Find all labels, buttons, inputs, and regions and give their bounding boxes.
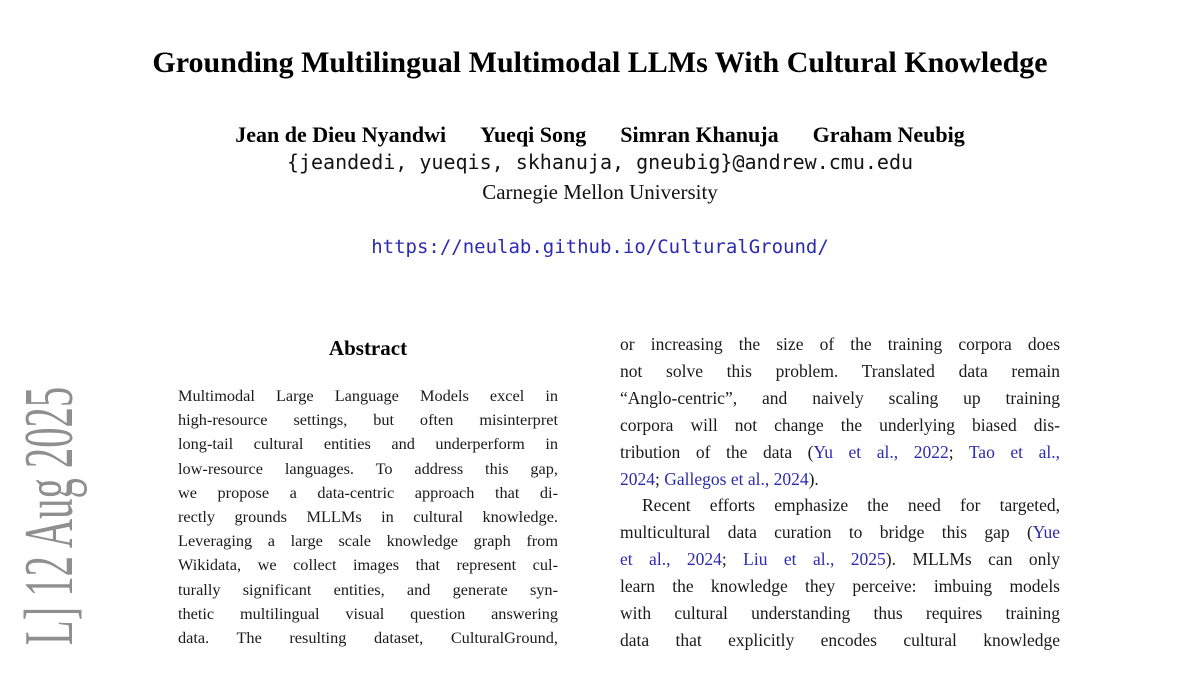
text-segment: ). MLLMs can only bbox=[885, 549, 1060, 570]
text-segment: with cultural understanding thus requires training bbox=[620, 603, 1060, 624]
text-line bbox=[178, 384, 558, 408]
text-line bbox=[620, 492, 1060, 519]
text-segment: Wikidata, we collect images that represent cul- bbox=[178, 555, 558, 575]
text-line bbox=[620, 358, 1060, 385]
text-segment: ; bbox=[721, 549, 744, 570]
text-segment: corpora will not change the underlying biased dis- bbox=[620, 414, 1060, 435]
author-name: Graham Neubig bbox=[812, 122, 965, 147]
author-name: Simran Khanuja bbox=[620, 122, 779, 147]
text-segment: Multimodal Large Language Models excel in bbox=[178, 386, 558, 405]
text-line bbox=[620, 519, 1060, 546]
authors-row bbox=[0, 122, 1200, 148]
text-segment: long-tail cultural entities and underperform in bbox=[178, 434, 558, 454]
text-segment: not solve this problem. Translated data remain bbox=[620, 360, 1060, 381]
text-line bbox=[178, 626, 558, 650]
text-line bbox=[620, 627, 1060, 654]
text-line bbox=[178, 505, 558, 529]
text-line bbox=[620, 439, 1060, 466]
author-name: Yueqi Song bbox=[480, 122, 587, 147]
text-line bbox=[178, 408, 558, 432]
abstract-heading: Abstract bbox=[328, 336, 408, 360]
text-line bbox=[620, 546, 1060, 573]
affiliation: Carnegie Mellon University bbox=[482, 180, 718, 204]
text-segment: ; bbox=[655, 468, 665, 489]
project-url-link[interactable]: https://neulab.github.io/CulturalGround/ bbox=[371, 236, 829, 258]
text-segment: we propose a data-centric approach that di- bbox=[178, 482, 558, 502]
text-line bbox=[178, 529, 558, 553]
text-segment: high-resource settings, but often misinterpret bbox=[178, 410, 558, 430]
text-segment: thetic multilingual visual question answering bbox=[178, 603, 558, 623]
text-line bbox=[178, 602, 558, 626]
text-line bbox=[178, 432, 558, 456]
text-line bbox=[620, 573, 1060, 600]
text-segment: multicultural data curation to bridge this gap ( bbox=[620, 522, 1033, 543]
text-segment: rectly grounds MLLMs in cultural knowledge. bbox=[178, 507, 558, 527]
citation-link[interactable]: Gallegos et al., 2024 bbox=[664, 468, 809, 489]
citation-link[interactable]: 2024 bbox=[620, 468, 655, 489]
introduction-text bbox=[620, 331, 1060, 654]
text-line bbox=[620, 466, 1060, 493]
text-segment: Leveraging a large scale knowledge graph from bbox=[178, 531, 558, 551]
text-segment: ; bbox=[948, 441, 969, 462]
text-line bbox=[178, 481, 558, 505]
text-segment: tribution of the data ( bbox=[620, 441, 814, 462]
citation-link[interactable]: Tao et al., bbox=[968, 441, 1060, 462]
text-segment: Recent efforts emphasize the need for targeted, bbox=[642, 495, 1060, 516]
text-line bbox=[178, 457, 558, 481]
text-segment: low-resource languages. To address this gap, bbox=[178, 458, 558, 478]
text-segment: learn the knowledge they perceive: imbuing models bbox=[620, 576, 1060, 597]
text-segment: turally significant entities, and generate syn- bbox=[178, 579, 558, 599]
text-segment: data. The resulting dataset, CulturalGround, bbox=[178, 628, 558, 648]
abstract-text bbox=[178, 384, 558, 650]
text-line bbox=[620, 600, 1060, 627]
text-segment: data that explicitly encodes cultural knowledge bbox=[620, 629, 1060, 650]
page-title: Grounding Multilingual Multimodal LLMs With Cultural Knowledge bbox=[152, 46, 1048, 79]
text-line bbox=[178, 553, 558, 577]
text-line bbox=[620, 412, 1060, 439]
citation-link[interactable]: Liu et al., 2025 bbox=[743, 549, 886, 570]
author-emails: {jeandedi, yueqis, skhanuja, gneubig}@andrew.cmu.edu bbox=[286, 150, 914, 174]
author-name: Jean de Dieu Nyandwi bbox=[235, 122, 447, 147]
text-segment: ). bbox=[808, 468, 819, 489]
project-url-line bbox=[0, 236, 1200, 258]
text-segment: “Anglo-centric”, and naively scaling up training bbox=[620, 387, 1060, 408]
text-segment: or increasing the size of the training corpora does bbox=[620, 334, 1060, 354]
text-line bbox=[620, 385, 1060, 412]
citation-link[interactable]: et al., 2024 bbox=[620, 549, 722, 570]
citation-link[interactable]: Yue bbox=[1032, 522, 1060, 543]
text-line bbox=[620, 331, 1060, 358]
arxiv-watermark: L] 12 Aug 2025 bbox=[11, 386, 88, 646]
citation-link[interactable]: Yu et al., 2022 bbox=[813, 441, 949, 462]
text-line bbox=[178, 578, 558, 602]
